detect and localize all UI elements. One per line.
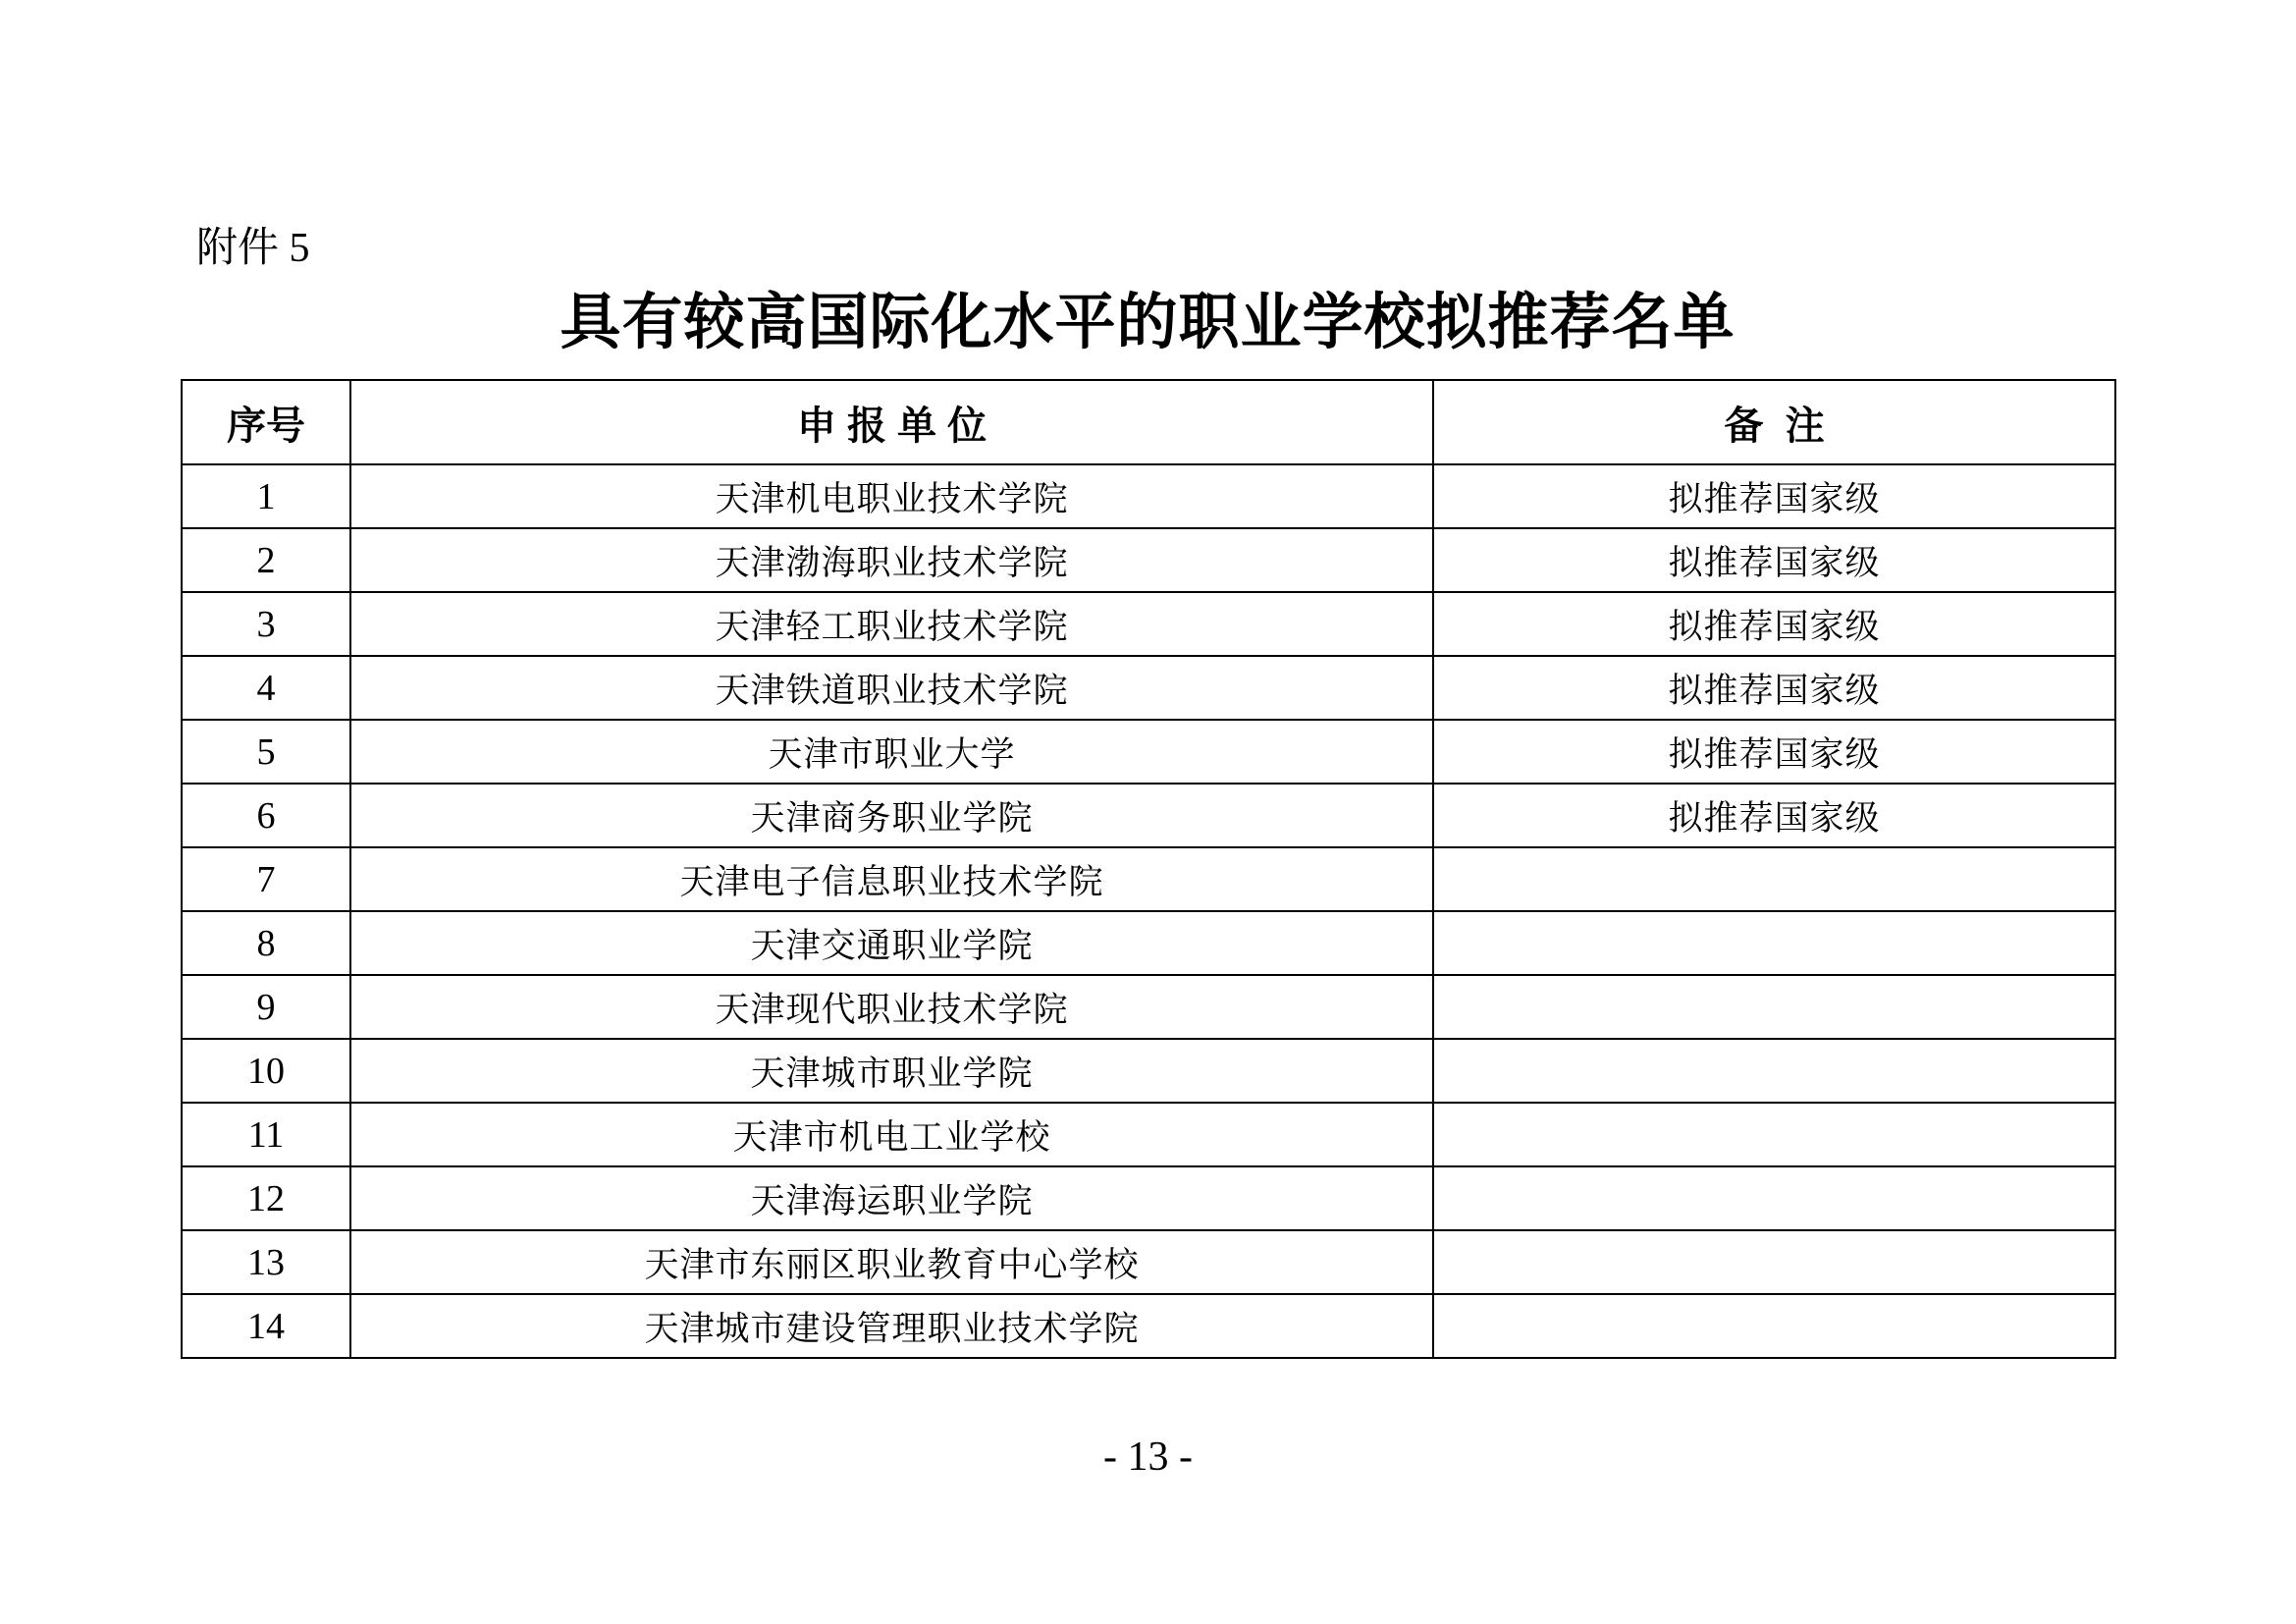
row-no: 1 (182, 464, 350, 528)
row-unit-name: 天津市职业大学 (350, 720, 1433, 784)
page-title: 具有较高国际化水平的职业学校拟推荐名单 (560, 289, 1735, 356)
header-no: 序号 (182, 380, 350, 464)
row-unit-name: 天津机电职业技术学院 (350, 464, 1433, 528)
row-no: 9 (182, 975, 350, 1039)
row-remark (1433, 847, 2115, 911)
table-row (182, 528, 2115, 592)
row-no: 5 (182, 720, 350, 784)
table-row (182, 847, 2115, 911)
row-no: 12 (182, 1166, 350, 1230)
row-remark: 拟推荐国家级 (1433, 528, 2115, 592)
row-remark (1433, 1294, 2115, 1358)
page-number: - 13 - (1103, 1435, 1193, 1480)
row-unit-name: 天津渤海职业技术学院 (350, 528, 1433, 592)
row-remark (1433, 911, 2115, 975)
row-no: 7 (182, 847, 350, 911)
row-unit-name: 天津海运职业学院 (350, 1166, 1433, 1230)
table-row (182, 1294, 2115, 1358)
row-no: 10 (182, 1039, 350, 1103)
row-remark: 拟推荐国家级 (1433, 656, 2115, 720)
row-unit-name: 天津城市职业学院 (350, 1039, 1433, 1103)
row-unit-name: 天津市东丽区职业教育中心学校 (350, 1230, 1433, 1294)
row-no: 11 (182, 1103, 350, 1166)
row-unit-name: 天津城市建设管理职业技术学院 (350, 1294, 1433, 1358)
row-no: 8 (182, 911, 350, 975)
table-row (182, 592, 2115, 656)
attachment-label: 附件 5 (196, 226, 310, 271)
table-body (182, 464, 2115, 1358)
row-remark (1433, 1039, 2115, 1103)
row-no: 6 (182, 784, 350, 847)
row-unit-name: 天津市机电工业学校 (350, 1103, 1433, 1166)
row-no: 2 (182, 528, 350, 592)
row-remark: 拟推荐国家级 (1433, 720, 2115, 784)
row-remark (1433, 975, 2115, 1039)
row-unit-name: 天津铁道职业技术学院 (350, 656, 1433, 720)
row-remark: 拟推荐国家级 (1433, 592, 2115, 656)
recommendation-table (181, 379, 2116, 1359)
row-unit-name: 天津商务职业学院 (350, 784, 1433, 847)
table-row (182, 656, 2115, 720)
row-remark (1433, 1103, 2115, 1166)
row-no: 3 (182, 592, 350, 656)
table-row (182, 1039, 2115, 1103)
header-remark: 备 注 (1433, 380, 2115, 464)
row-remark: 拟推荐国家级 (1433, 784, 2115, 847)
row-no: 14 (182, 1294, 350, 1358)
header-row (182, 380, 2115, 464)
row-remark (1433, 1230, 2115, 1294)
row-no: 4 (182, 656, 350, 720)
row-unit-name: 天津轻工职业技术学院 (350, 592, 1433, 656)
table-row (182, 1230, 2115, 1294)
row-unit-name: 天津电子信息职业技术学院 (350, 847, 1433, 911)
table-row (182, 464, 2115, 528)
table-row (182, 975, 2115, 1039)
row-unit-name: 天津交通职业学院 (350, 911, 1433, 975)
table-row (182, 1103, 2115, 1166)
table-row (182, 784, 2115, 847)
table-row (182, 720, 2115, 784)
table-header (182, 380, 2115, 464)
row-remark: 拟推荐国家级 (1433, 464, 2115, 528)
table-row (182, 1166, 2115, 1230)
row-unit-name: 天津现代职业技术学院 (350, 975, 1433, 1039)
header-unit: 申 报 单 位 (350, 380, 1433, 464)
row-no: 13 (182, 1230, 350, 1294)
table-row (182, 911, 2115, 975)
row-remark (1433, 1166, 2115, 1230)
